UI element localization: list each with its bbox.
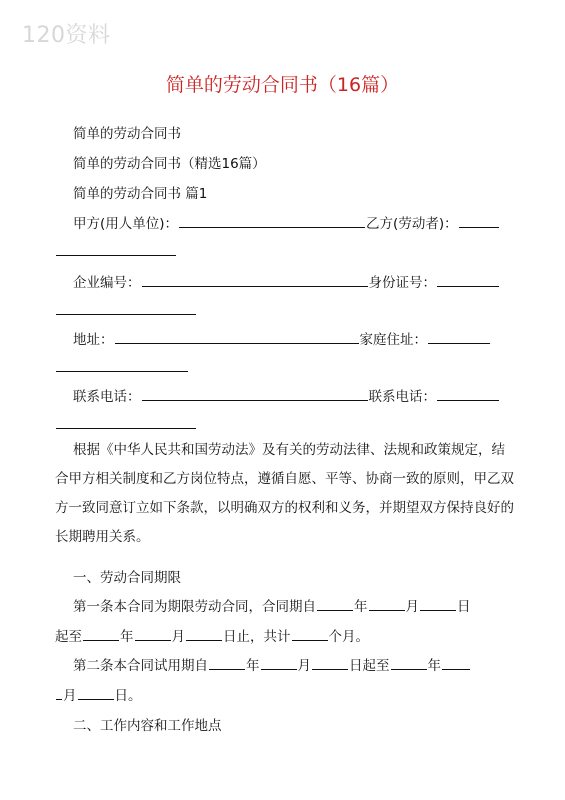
month-label: 月	[171, 629, 185, 645]
start-label: 日起至	[349, 658, 390, 674]
year-label: 年	[354, 599, 368, 615]
clause-2-prefix: 第二条本合同试用期自	[73, 658, 208, 674]
day-end-label: 日。	[114, 688, 142, 704]
employer-label: 甲方(用人单位)：	[73, 216, 179, 232]
phone-row	[73, 385, 500, 405]
document-title: 简单的劳动合同书（16篇）	[165, 74, 400, 96]
clause-1-line-2	[55, 625, 369, 645]
phone-blank-a	[142, 387, 368, 402]
section-heading-2: 二、工作内容和工作地点	[73, 718, 222, 734]
subtitle-line-selected: 简单的劳动合同书（精选16篇）	[73, 156, 266, 172]
id-no-blank	[437, 273, 499, 288]
phone-blank-b	[437, 387, 499, 402]
preamble-paragraph: 根据《中华人民共和国劳动法》及有关的劳动法律、法规和政策规定，结合甲方相关制度和乙方岗位特点，遵循自愿、平等、协商一致的原则，甲乙双方一致同意订立如下条款，以明确双方的权利和义务，并期望双方保持良好的长期聘用关系。	[55, 442, 514, 545]
day-label: 日	[457, 599, 471, 615]
month-label: 月	[63, 688, 77, 704]
year-label: 年	[120, 629, 134, 645]
subtitle-line: 简单的劳动合同书	[73, 126, 181, 142]
phone-label-b: 联系电话：	[368, 389, 436, 405]
home-address-label: 家庭住址：	[359, 332, 427, 348]
clause-1-prefix: 第一条本合同为期限劳动合同，合同期自	[73, 599, 316, 615]
company-row	[73, 271, 500, 291]
phone-label-a: 联系电话：	[73, 389, 141, 405]
home-address-blank	[428, 330, 490, 345]
home-address-blank-cont	[55, 357, 189, 376]
section-heading-1: 一、劳动合同期限	[73, 570, 181, 586]
chapter-heading: 简单的劳动合同书 篇1	[73, 186, 208, 202]
company-no-blank	[142, 273, 368, 288]
employee-label: 乙方(劳动者)：	[366, 216, 458, 232]
months-label: 个月。	[328, 629, 369, 645]
employer-row	[73, 212, 500, 232]
clause-2-line-1	[73, 654, 471, 674]
year-label: 年	[246, 658, 260, 674]
phone-blank-cont	[55, 414, 197, 433]
company-no-label: 企业编号：	[73, 275, 141, 291]
from-label: 起至	[55, 629, 82, 645]
address-row	[73, 328, 491, 348]
watermark: 120资料	[22, 23, 111, 48]
clause-2-line-2	[55, 684, 142, 704]
employer-blank	[179, 214, 365, 229]
year-label: 年	[427, 658, 441, 674]
employee-blank	[459, 214, 499, 229]
id-no-blank-cont	[55, 300, 197, 319]
end-label: 日止，共计	[223, 629, 291, 645]
month-label: 月	[297, 658, 311, 674]
employee-blank-cont	[55, 241, 177, 260]
address-blank	[115, 330, 359, 345]
id-no-label: 身份证号：	[368, 275, 436, 291]
clause-1-line-1	[73, 595, 471, 615]
month-label: 月	[405, 599, 419, 615]
address-label: 地址：	[73, 332, 114, 348]
